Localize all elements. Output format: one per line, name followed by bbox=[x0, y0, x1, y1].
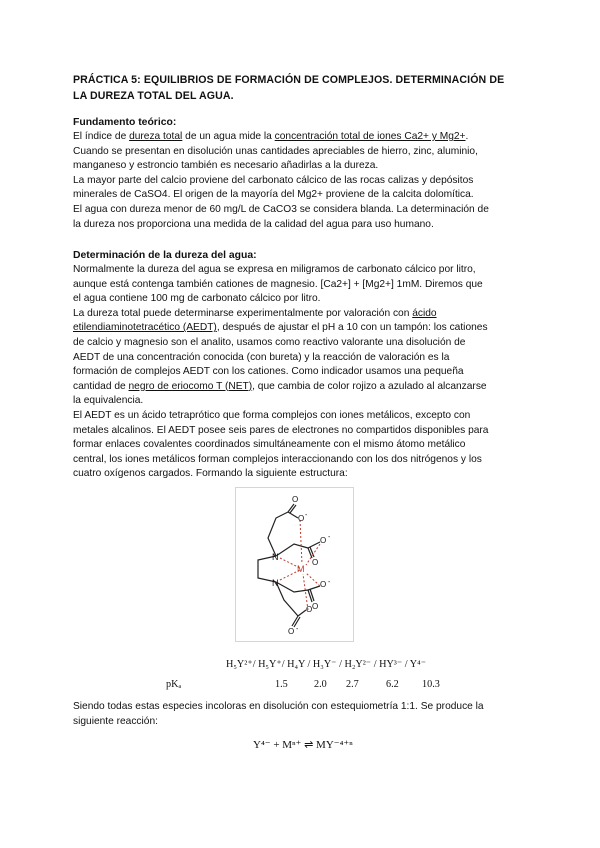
nitrogen-label-top: N bbox=[272, 552, 279, 562]
oxygen-label: O bbox=[320, 580, 327, 589]
charge-label: - bbox=[328, 534, 331, 541]
pk-species-row: H₅Y²⁺/ H₅Y⁺/ H₄Y / H₃Y⁻ / H₂Y²⁻ / HY³⁻ / Y⁴⁻ bbox=[226, 659, 427, 670]
oxygen-label: O bbox=[292, 495, 299, 504]
section-heading-fundamento: Fundamento teórico: bbox=[73, 117, 177, 128]
link-dureza-total: dureza total bbox=[129, 131, 183, 142]
paragraph-fundamento: El índice de dureza total de un agua mide la concentración total de iones Ca2+ y Mg2+. Cuando se presentan en disolución unas cantidades apreciables de hierro, zinc, aluminio, manganeso y estroncio también es necesario añadirlas a la dureza. La mayor parte del calcio proviene del carbonato cálcico de las rocas calizas y depósitos minerales de CaSO4. El origen de la mayoría del Mg2+ proviene de la calcita dolomítica. El agua con dureza menor de 60 mg/L de CaCO3 se considera blanda. La determinación de la dureza nos proporciona una medida de la calidad del agua para uso humano. bbox=[73, 131, 489, 230]
reaction-equation: Y⁴⁻ + Mⁿ⁺ ⇌ MY⁻⁴⁺ⁿ bbox=[253, 739, 353, 751]
charge-label: - bbox=[328, 579, 331, 586]
edta-structure-drawing bbox=[236, 488, 353, 641]
pk-value: 10.3 bbox=[422, 679, 440, 690]
link-concentracion: concentración total de iones Ca2+ y Mg2+ bbox=[274, 131, 466, 142]
nitrogen-label-bottom: N bbox=[272, 578, 279, 588]
charge-label: - bbox=[296, 626, 299, 633]
oxygen-label: O bbox=[312, 558, 319, 567]
link-aedt: etilendiaminotetracético (AEDT) bbox=[73, 322, 217, 334]
pk-value: 2.0 bbox=[314, 679, 327, 690]
metal-label: M bbox=[297, 564, 305, 574]
oxygen-label: O bbox=[288, 627, 295, 636]
oxygen-label: O bbox=[320, 536, 327, 545]
section-heading-determinacion: Determinación de la dureza del agua: bbox=[73, 250, 257, 261]
oxygen-label: O bbox=[312, 602, 319, 611]
link-net: negro de eriocomo T (NET) bbox=[128, 380, 253, 392]
oxygen-label: O bbox=[306, 605, 313, 614]
page-title: PRÁCTICA 5: EQUILIBRIOS DE FORMACIÓN DE COMPLEJOS. DETERMINACIÓN DE LA DUREZA TOTAL DEL AGUA. bbox=[73, 74, 505, 102]
charge-label: - bbox=[305, 512, 308, 519]
pk-label: pKₐ bbox=[166, 679, 182, 690]
pk-value: 6.2 bbox=[386, 679, 399, 690]
paragraph-reaccion: Siendo todas estas especies incoloras en disolución con estequiometría 1:1. Se produce la siguiente reacción: bbox=[73, 701, 484, 727]
paragraph-determinacion: Normalmente la dureza del agua se expresa en miligramos de carbonato cálcico por litro, aunque está contenga también cationes de magnesio. [Ca2+] + [Mg2+] 1mM. Diremos que el agua contiene 100 mg de carbonato cálcico por litro. La dureza total puede determinarse experimentalmente por valoración con ácido etilendiaminotetracético (AEDT), después de ajustar el pH a 10 con un tampón: los cationes de calcio y magnesio son el analito, usamos como reactivo valorante una disolución de AEDT de una concentración conocida (con bureta) y la reacción de valoración es la formación de complejos AEDT con los cationes. Como indicador usamos una pequeña cantidad de negro de eriocomo T (NET), que cambia de color rojizo a azulado al alcanzarse la equivalencia. El AEDT es un ácido tetraprótico que forma complejos con iones metálicos, excepto con metales alcalinos. El AEDT posee seis pares de electrones no compartidos disponibles para formar enlaces covalentes coordinados simultáneamente con el mismo átomo metálico central, los iones metálicos forman complejos interaccionando con los dos nitrógenos y los cuatro oxígenos cargados. Formando la siguiente estructura: bbox=[73, 264, 489, 480]
link-acido: ácido bbox=[412, 307, 437, 319]
oxygen-label: O bbox=[298, 514, 305, 523]
pk-value: 1.5 bbox=[275, 679, 288, 690]
pk-value: 2.7 bbox=[346, 679, 359, 690]
edta-complex-figure bbox=[235, 487, 354, 642]
